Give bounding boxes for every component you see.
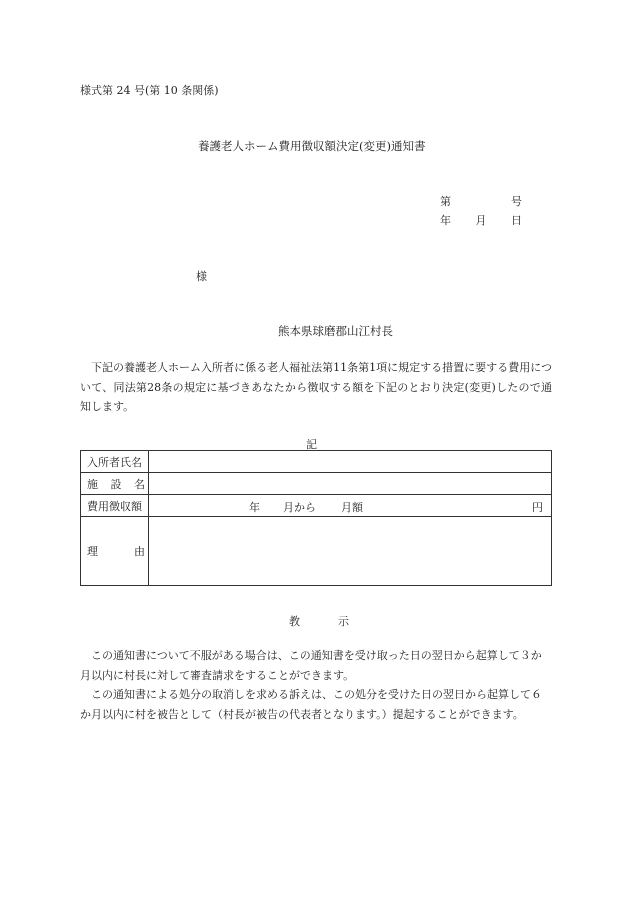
reason-label: 理 由 [81, 517, 149, 586]
fee-value [149, 495, 552, 517]
body-paragraph [80, 358, 552, 417]
body-text: 下記の養護老人ホーム入所者に係る老人福祉法第11条第1項に規定する措置に要する費用について、同法第28条の規定に基づきあなたから徴収する額を下記のとおり決定(変更)したので通知します。 [80, 361, 552, 413]
kyoji-heading: 教 示 [289, 615, 349, 628]
table-row [81, 451, 552, 473]
facility-name-label: 施 設 名 [81, 473, 149, 495]
fee-yen: 円 [532, 501, 543, 514]
table-row [81, 517, 552, 586]
ki-heading: 記 [306, 438, 317, 451]
detail-table [80, 450, 552, 586]
appeal-notice [80, 646, 552, 724]
addressee-suffix: 様 [196, 270, 207, 283]
notice-lawsuit: この通知書による処分の取消しを求める訴えは、この処分を受けた日の翌日から起算して６か月以内に村を被告として（村長が被告の代表者となります。）提起することができます。 [80, 688, 542, 721]
doc-number-suffix: 号 [511, 195, 522, 208]
issuer-name: 熊本県球磨郡山江村長 [278, 324, 393, 338]
resident-name-label: 入所者氏名 [81, 451, 149, 473]
reason-value [149, 517, 552, 586]
date-day: 日 [511, 214, 522, 227]
document-title: 養護老人ホーム費用徴収額決定(変更)通知書 [198, 139, 426, 153]
document-number [440, 193, 522, 209]
fee-monthly: 月額 [341, 501, 363, 514]
table-row [81, 495, 552, 517]
fee-year: 年 [249, 501, 260, 514]
table-row [81, 473, 552, 495]
facility-name-value [149, 473, 552, 495]
issue-date [440, 212, 522, 228]
doc-number-prefix: 第 [440, 195, 451, 208]
fee-label: 費用徴収額 [81, 495, 149, 517]
resident-name-value [149, 451, 552, 473]
notice-review-request: この通知書について不服がある場合は、この通知書を受け取った日の翌日から起算して３か月以内に村長に対して審査請求をすることができます。 [80, 649, 542, 682]
date-month: 月 [475, 214, 487, 227]
date-year: 年 [440, 214, 451, 227]
fee-from-month: 月から [283, 501, 316, 514]
form-number: 様式第 24 号(第 10 条関係) [80, 84, 219, 97]
